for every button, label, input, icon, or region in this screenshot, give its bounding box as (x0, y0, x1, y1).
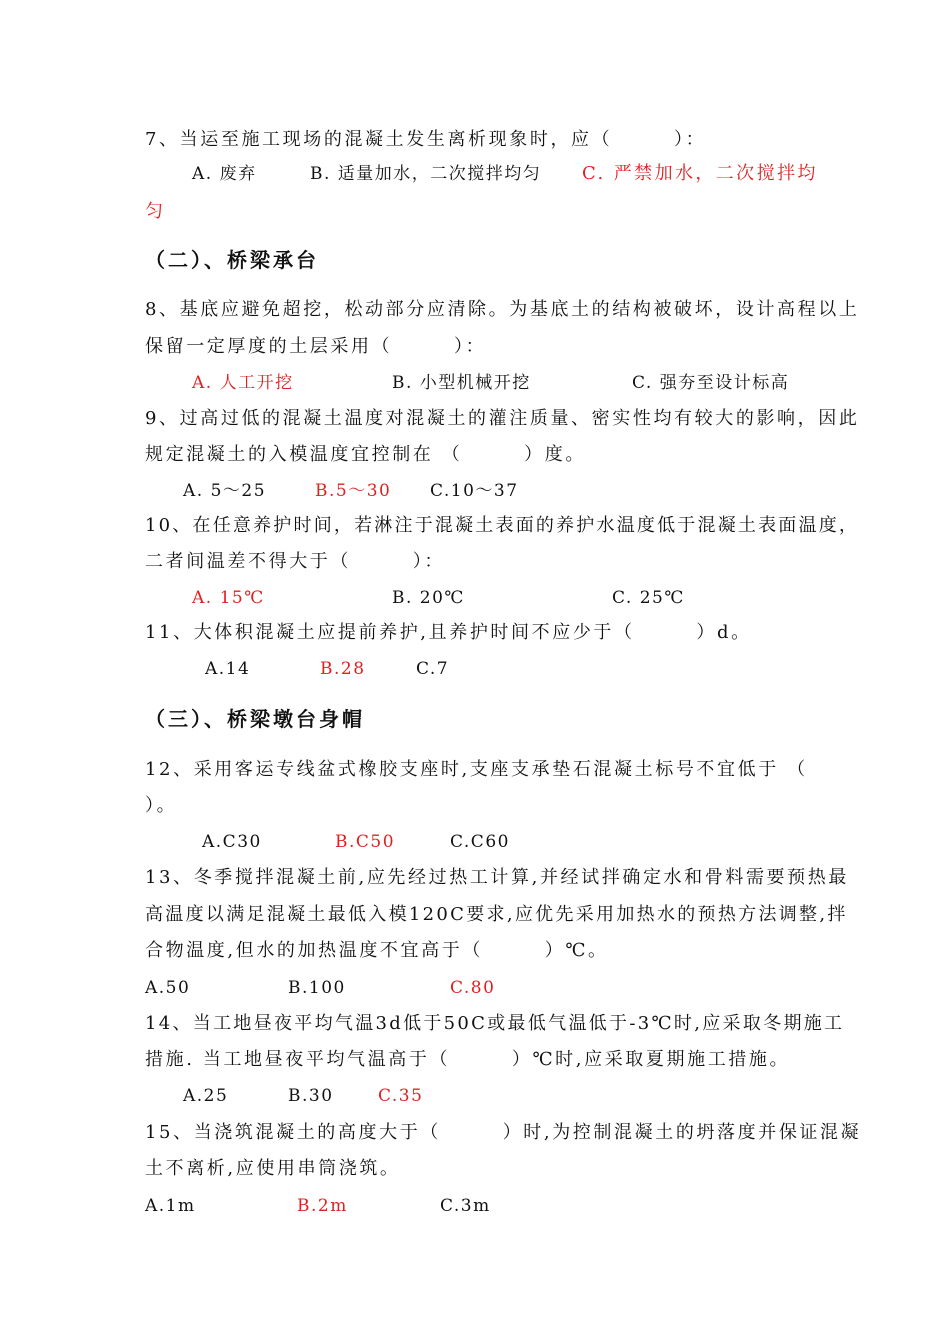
question-15-line-1: 15、当浇筑混凝土的高度大于（ ）时,为控制混凝土的坍落度并保证混凝 (145, 1122, 862, 1143)
question-14-option-b: B.30 (288, 1086, 334, 1106)
question-11-option-c: C.7 (416, 659, 450, 679)
question-9-option-a: A. 5～25 (183, 481, 267, 501)
question-8-option-a-answer: A. 人工开挖 (192, 373, 294, 393)
question-8-line-1: 8、基底应避免超挖，松动部分应清除。为基底土的结构被破坏，设计高程以上 (145, 299, 860, 320)
question-10-line-1: 10、在任意养护时间，若淋注于混凝土表面的养护水温度低于混凝土表面温度， (145, 515, 860, 536)
question-9-line-1: 9、过高过低的混凝土温度对混凝土的灌注质量、密实性均有较大的影响，因此 (145, 408, 860, 429)
question-14-option-c-answer: C.35 (378, 1086, 424, 1106)
section-3-heading: （三）、桥梁墩台身帽 (145, 707, 365, 731)
question-14-line-1: 14、当工地昼夜平均气温3d低于50C或最低气温低于-3℃时,应采取冬期施工 (145, 1013, 845, 1034)
question-7-option-c-answer: C. 严禁加水，二次搅拌均 (582, 163, 818, 184)
question-14-option-a: A.25 (183, 1086, 229, 1106)
question-9-line-2: 规定混凝土的入模温度宜控制在 （ ）度。 (145, 444, 586, 465)
question-9-option-b-answer: B.5～30 (315, 481, 392, 501)
question-13-line-1: 13、冬季搅拌混凝土前,应先经过热工计算,并经试拌确定水和骨料需要预热最 (145, 867, 849, 888)
question-8-option-b: B. 小型机械开挖 (392, 373, 531, 393)
question-11-line-1: 11、大体积混凝土应提前养护,且养护时间不应少于（ ）d。 (145, 622, 752, 643)
question-7-option-b: B. 适量加水，二次搅拌均匀 (310, 164, 542, 184)
question-7-option-a: A. 废弃 (192, 164, 257, 184)
question-12-option-c: C.C60 (450, 832, 510, 852)
question-13-line-2: 高温度以满足混凝土最低入模120C要求,应优先采用加热水的预热方法调整,拌 (145, 904, 848, 925)
question-10-option-a-answer: A. 15℃ (192, 588, 265, 608)
question-10-option-b: B. 20℃ (392, 588, 465, 608)
question-15-line-2: 土不离析,应使用串筒浇筑。 (145, 1158, 401, 1179)
question-13-option-c-answer: C.80 (450, 978, 496, 998)
question-9-option-c: C.10～37 (430, 481, 519, 501)
question-8-line-2: 保留一定厚度的土层采用（ ）： (145, 336, 487, 357)
question-7-line-1: 7、当运至施工现场的混凝土发生离析现象时，应（ ）： (145, 129, 707, 150)
question-15-option-c: C.3m (440, 1196, 491, 1216)
question-12-line-2: ）。 (145, 795, 178, 816)
question-12-option-a: A.C30 (202, 832, 262, 852)
question-15-option-a: A.1m (145, 1196, 196, 1216)
question-13-option-b: B.100 (288, 978, 346, 998)
question-13-line-3: 合物温度,但水的加热温度不宜高于（ ）℃。 (145, 940, 609, 961)
question-10-line-2: 二者间温差不得大于（ ）： (145, 551, 445, 572)
question-15-option-b-answer: B.2m (297, 1196, 348, 1216)
question-8-option-c: C. 强夯至设计标高 (632, 373, 790, 393)
question-13-option-a: A.50 (145, 978, 191, 998)
question-10-option-c: C. 25℃ (612, 588, 685, 608)
question-11-option-b-answer: B.28 (320, 659, 366, 679)
question-7-option-c-continued: 匀 (145, 201, 165, 222)
section-2-heading: （二）、桥梁承台 (145, 248, 319, 272)
question-11-option-a: A.14 (205, 659, 251, 679)
question-12-option-b-answer: B.C50 (335, 832, 396, 852)
question-12-line-1: 12、采用客运专线盆式橡胶支座时,支座支承垫石混凝土标号不宜低于 （ (145, 759, 808, 780)
question-14-line-2: 措施. 当工地昼夜平均气温高于（ ）℃时,应采取夏期施工措施。 (145, 1049, 791, 1070)
